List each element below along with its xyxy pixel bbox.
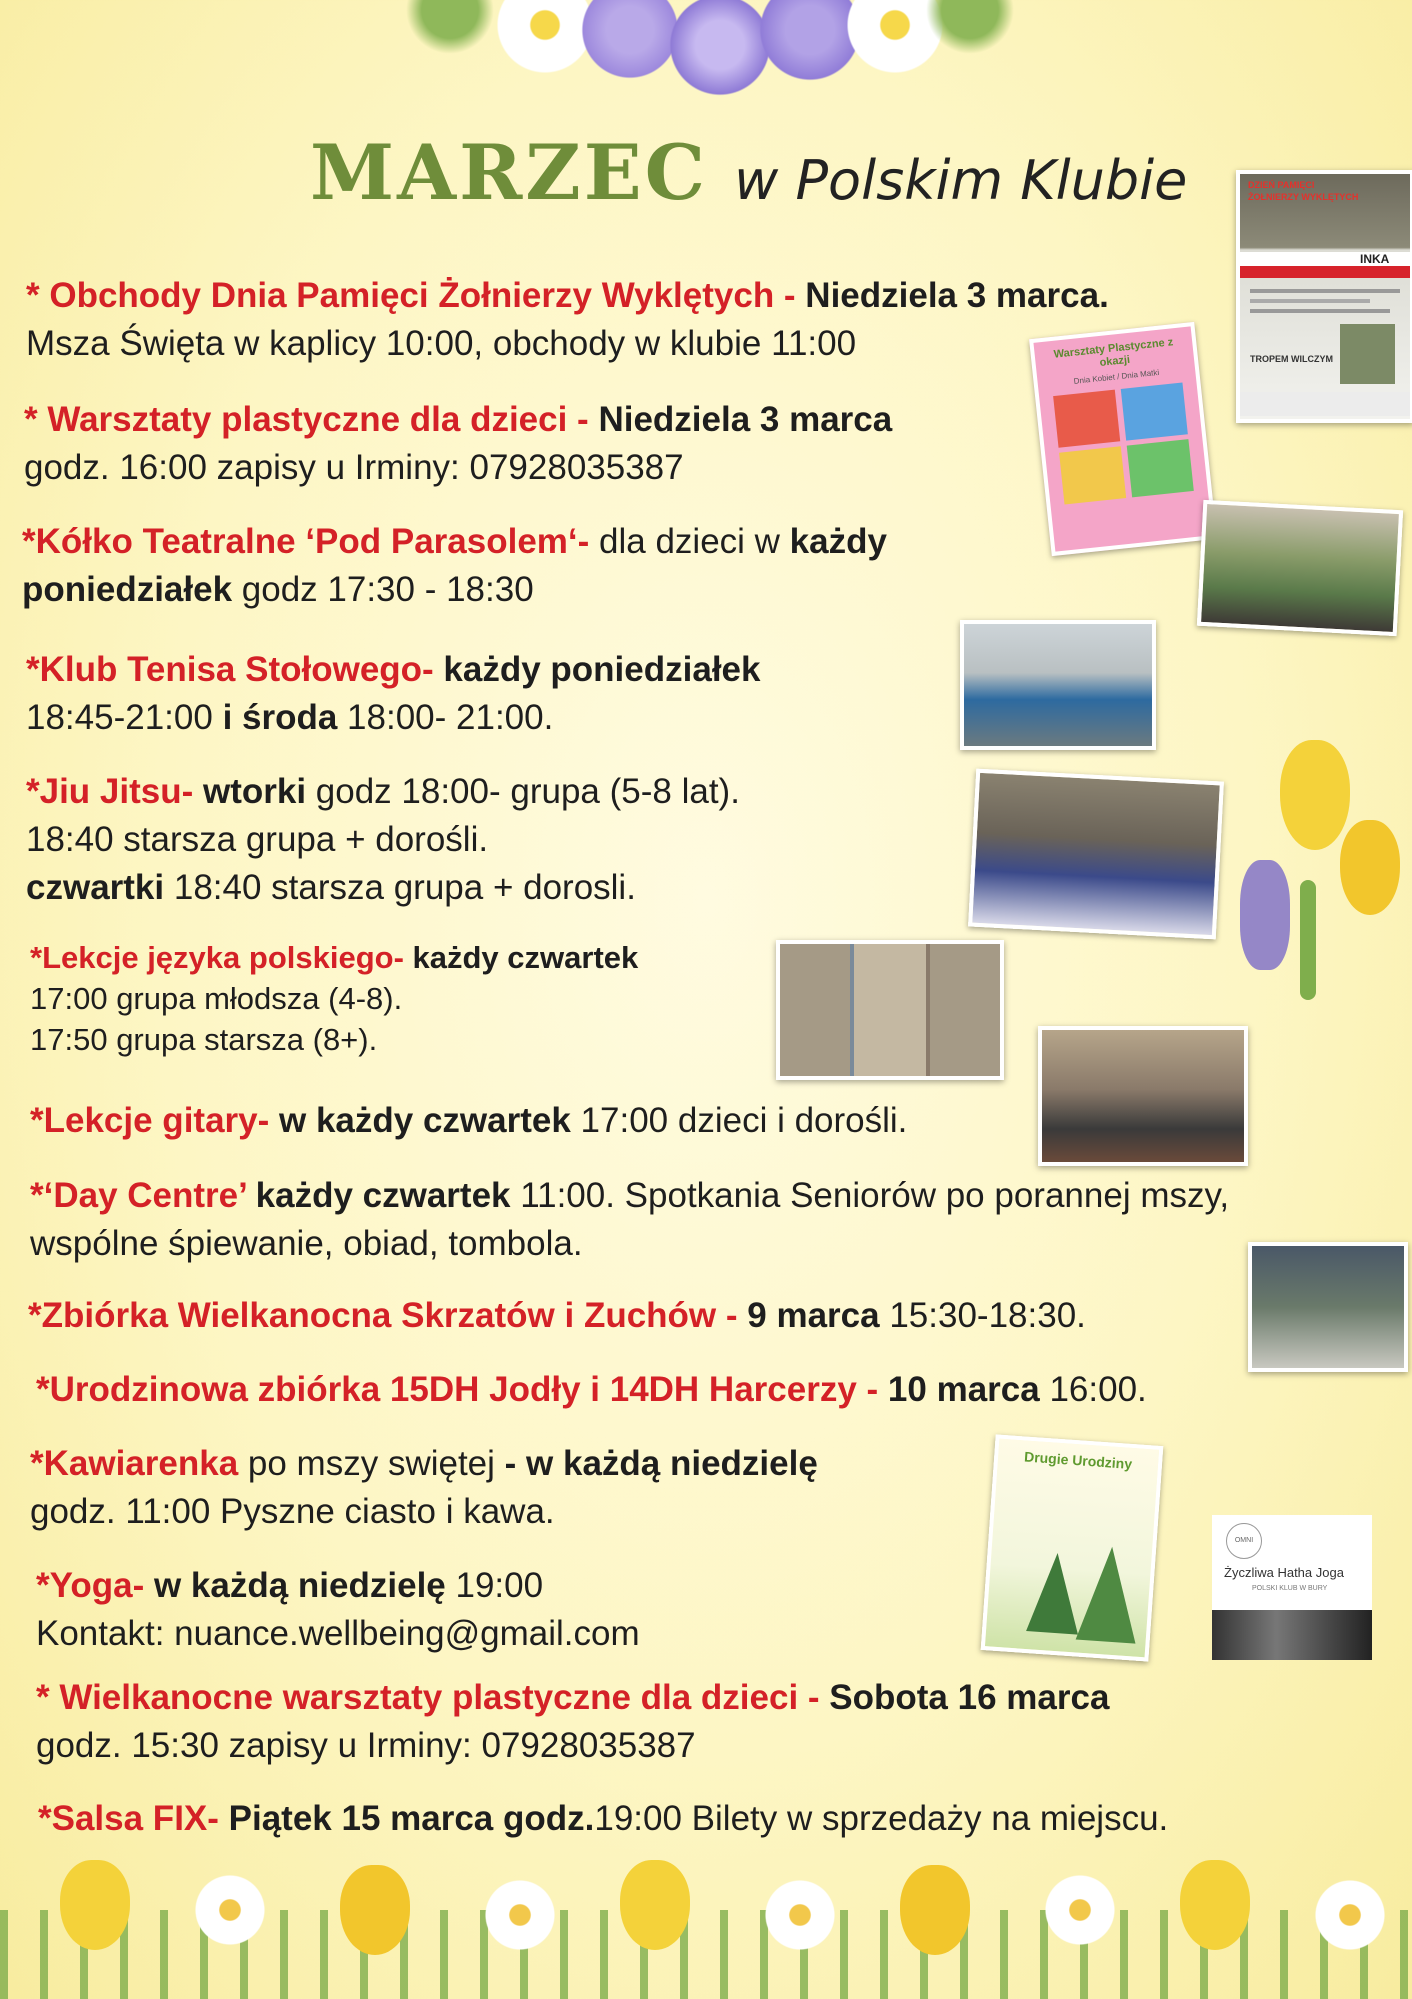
event-title: * Warsztaty plastyczne dla dzieci -: [24, 400, 599, 439]
event-highlight: 9 marca: [747, 1296, 890, 1335]
event-text: godz. 16:00 zapisy u Irminy: 07928035387: [24, 448, 684, 487]
event-text: 16:00.: [1049, 1370, 1147, 1409]
tulip-decoration-right: [1240, 740, 1412, 1010]
event-highlight: Piątek 15 marca godz.: [228, 1799, 595, 1838]
event-line: [30, 937, 638, 978]
event-item: [36, 1366, 1147, 1414]
event-line: [28, 1292, 1086, 1340]
event-line: [30, 1440, 818, 1488]
event-text: wspólne śpiewanie, obiad, tombola.: [30, 1224, 583, 1263]
poster-zolnierze-line2: ŻOŁNIERZY WYKLĘTYCH: [1248, 192, 1359, 202]
event-line: [24, 444, 892, 492]
event-item: [36, 1562, 640, 1658]
poster-warsztaty-plastyczne: [1029, 322, 1217, 556]
event-item: [36, 1674, 1109, 1770]
poster-zolnierze-footer: TROPEM WILCZYM: [1250, 354, 1333, 364]
event-line: [30, 1097, 907, 1145]
photo-jiu-jitsu: [968, 769, 1224, 940]
event-line: [36, 1366, 1147, 1414]
event-title: *Zbiórka Wielkanocna Skrzatów i Zuchów -: [28, 1296, 748, 1335]
event-item: [38, 1795, 1168, 1843]
event-text: 17:50 grupa starsza (8+).: [30, 1022, 378, 1057]
event-text: Msza Święta w kaplicy 10:00, obchody w klubie 11:00: [26, 324, 857, 363]
event-title: *‘Day Centre’: [30, 1176, 256, 1215]
photo-lekcje-polskiego: [776, 940, 1004, 1080]
event-line: [26, 864, 740, 912]
event-text: 18:40 starsza grupa + dorośli.: [26, 820, 489, 859]
poster-yoga: [1212, 1515, 1372, 1660]
event-line: [26, 816, 740, 864]
poster-zolnierze-name: INKA: [1360, 252, 1390, 266]
page-title: [310, 128, 1210, 228]
event-line: [30, 1019, 638, 1060]
poster-warsztaty-sub: Dnia Kobiet / Dnia Matki: [1073, 367, 1160, 386]
event-line: [26, 320, 1109, 368]
photo-tenis: [960, 620, 1156, 750]
bottom-floral-decoration: [0, 1850, 1412, 1999]
event-text: 11:00. Spotkania Seniorów po porannej mszy,: [520, 1176, 1230, 1215]
poster-drugie-urodziny: [981, 1434, 1164, 1661]
event-line: [38, 1795, 1168, 1843]
event-title: *Yoga-: [36, 1566, 154, 1605]
event-highlight: - w każdą niedzielę: [504, 1444, 818, 1483]
event-item: [26, 646, 760, 742]
poster-yoga-logo: OMNI: [1226, 1523, 1262, 1559]
event-title: * Wielkanocne warsztaty plastyczne dla dzieci -: [36, 1678, 830, 1717]
event-line: [36, 1610, 640, 1658]
event-text: godz. 15:30 zapisy u Irminy: 07928035387: [36, 1726, 696, 1765]
event-title: *Kawiarenka: [30, 1444, 248, 1483]
event-line: [26, 646, 760, 694]
event-line: [30, 1172, 1229, 1220]
event-text: godz. 11:00 Pyszne ciasto i kawa.: [30, 1492, 555, 1531]
title-subtitle: w Polskim Klubie: [734, 149, 1188, 212]
event-highlight: Niedziela 3 marca: [598, 400, 893, 439]
event-text: 19:00: [455, 1566, 544, 1605]
event-item: [30, 937, 638, 1060]
event-title: *Klub Tenisa Stołowego-: [26, 650, 444, 689]
top-floral-decoration: [400, 0, 1020, 120]
event-line: [36, 1722, 1109, 1770]
event-highlight: Sobota 16 marca: [829, 1678, 1110, 1717]
event-item: [24, 396, 892, 492]
photo-zbiorka: [1248, 1242, 1408, 1372]
event-line: [30, 1488, 818, 1536]
event-text: 18:45-21:00: [26, 698, 223, 737]
event-item: [30, 1440, 818, 1536]
event-highlight: każdy: [789, 522, 887, 561]
event-line: [24, 396, 892, 444]
event-title: *Salsa FIX-: [38, 1799, 229, 1838]
event-item: [22, 518, 887, 614]
event-highlight: każdy czwartek: [255, 1176, 521, 1215]
event-highlight: wtorki: [202, 772, 316, 811]
event-text: 15:30-18:30.: [889, 1296, 1086, 1335]
photo-teatr: [1197, 500, 1403, 636]
event-item: [30, 1172, 1229, 1268]
event-highlight: czwartki: [26, 868, 174, 907]
poster-zolnierze-line1: DZIEŃ PAMIĘCI: [1248, 180, 1315, 190]
event-title: *Lekcje języka polskiego-: [30, 940, 413, 975]
event-line: [26, 768, 740, 816]
event-highlight: 10 marca: [887, 1370, 1050, 1409]
event-text: 19:00 Bilety w sprzedaży na miejscu.: [594, 1799, 1169, 1838]
event-text: godz 17:30 - 18:30: [241, 570, 534, 609]
event-line: [36, 1562, 640, 1610]
event-line: [30, 1220, 1229, 1268]
event-line: [30, 978, 638, 1019]
title-main: MARZEC: [310, 128, 709, 217]
event-text: dla dzieci w: [599, 522, 790, 561]
event-title: * Obchody Dnia Pamięci Żołnierzy Wyklętych -: [26, 276, 806, 315]
event-text: po mszy swiętej: [247, 1444, 505, 1483]
event-title: *Kółko Teatralne ‘Pod Parasolem‘-: [22, 522, 600, 561]
poster-warsztaty-title: Warsztaty Plastyczne z okazji: [1053, 336, 1174, 369]
poster-zolnierze-wykletych: [1236, 170, 1412, 423]
event-item: [30, 1097, 907, 1145]
event-title: *Urodzinowa zbiórka 15DH Jodły i 14DH Harcerzy -: [36, 1370, 888, 1409]
event-highlight: Niedziela 3 marca.: [805, 276, 1109, 315]
event-line: [22, 518, 887, 566]
event-line: [26, 694, 760, 742]
event-text: 18:40 starsza grupa + dorosli.: [173, 868, 636, 907]
event-line: [22, 566, 887, 614]
photo-gitara: [1038, 1026, 1248, 1166]
event-text: 17:00 dzieci i dorośli.: [580, 1101, 908, 1140]
event-item: [26, 272, 1109, 368]
event-line: [36, 1674, 1109, 1722]
event-title: *Lekcje gitary-: [30, 1101, 279, 1140]
event-highlight: w każdy czwartek: [279, 1101, 581, 1140]
event-highlight: i środa: [222, 698, 348, 737]
event-text: 18:00- 21:00.: [347, 698, 554, 737]
event-highlight: każdy czwartek: [412, 940, 639, 975]
poster-yoga-sub: POLSKI KLUB W BURY: [1252, 1585, 1328, 1592]
event-highlight: w każdą niedzielę: [153, 1566, 456, 1605]
event-text: Kontakt: nuance.wellbeing@gmail.com: [36, 1614, 640, 1653]
event-title: *Jiu Jitsu-: [26, 772, 203, 811]
event-highlight: każdy poniedziałek: [443, 650, 761, 689]
poster-yoga-title: Życzliwa Hatha Joga: [1224, 1565, 1344, 1580]
event-text: 17:00 grupa młodsza (4-8).: [30, 981, 403, 1016]
poster-urodziny-title: Drugie Urodziny: [1023, 1448, 1133, 1472]
event-line: [26, 272, 1109, 320]
event-item: [26, 768, 740, 912]
event-highlight: poniedziałek: [22, 570, 242, 609]
event-text: godz 18:00- grupa (5-8 lat).: [315, 772, 740, 811]
event-item: [28, 1292, 1086, 1340]
